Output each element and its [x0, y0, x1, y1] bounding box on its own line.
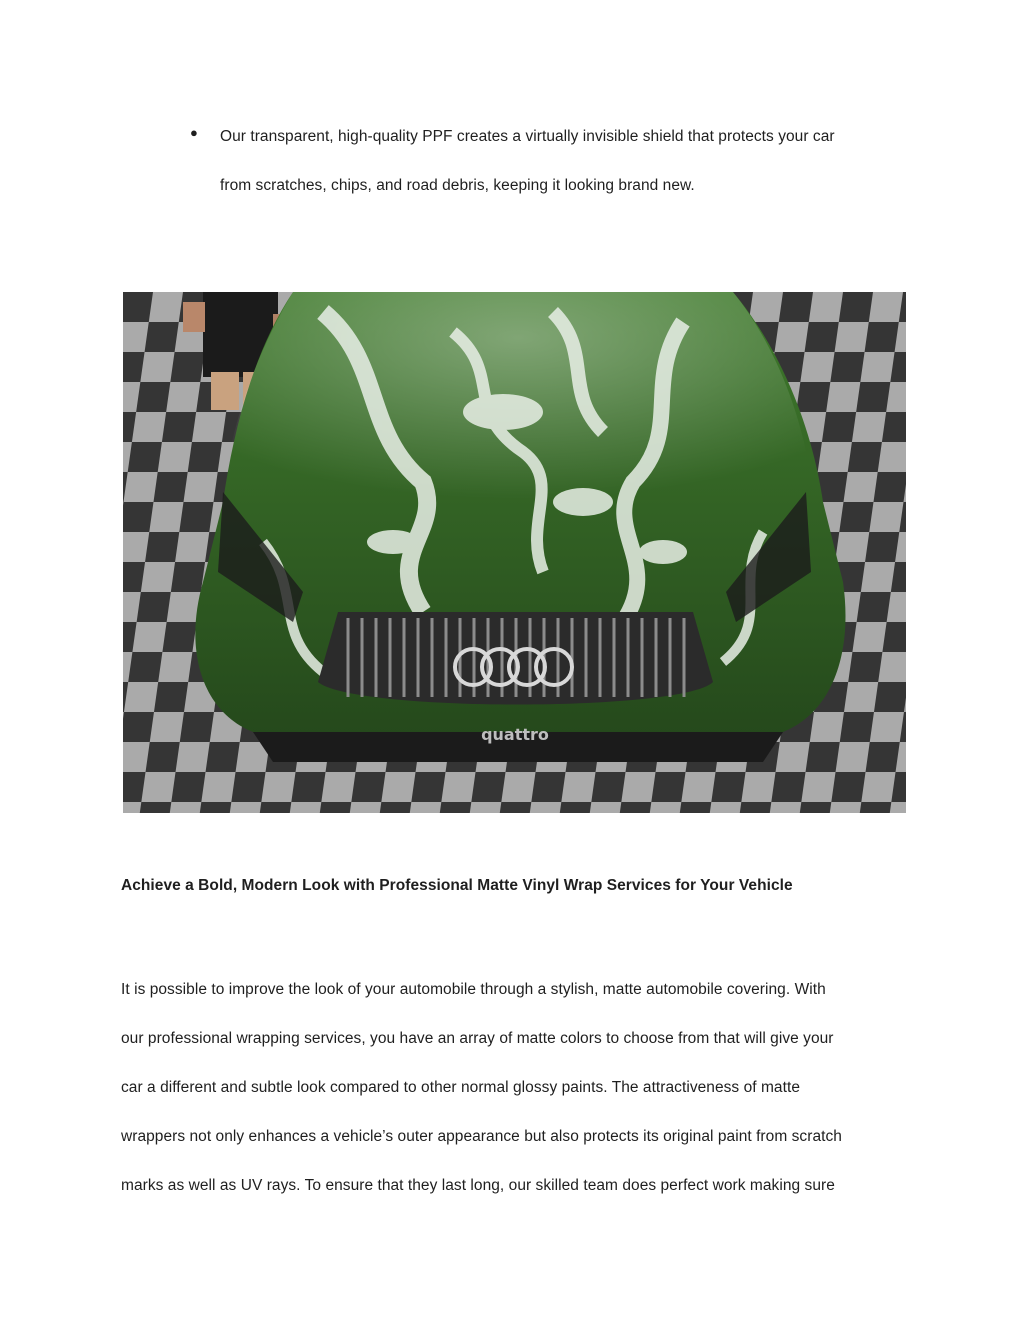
- paragraph-line: It is possible to improve the look of your automobile through a stylish, matte automobile covering. With: [121, 981, 826, 998]
- bullet-text-line: from scratches, chips, and road debris, keeping it looking brand new.: [220, 177, 695, 194]
- paragraph-line: car a different and subtle look compared to other normal glossy paints. The attractiveness of matte: [121, 1079, 800, 1096]
- paragraph-line: our professional wrapping services, you have an array of matte colors to choose from that will give your: [121, 1030, 834, 1047]
- bullet-list: [188, 112, 908, 210]
- list-item: [188, 112, 908, 210]
- paragraph-line: wrappers not only enhances a vehicle’s outer appearance but also protects its original paint from scratch: [121, 1128, 842, 1145]
- section-paragraph: [121, 965, 911, 1210]
- car-wrap-photo: [123, 292, 906, 813]
- car-body: [195, 292, 845, 762]
- section-heading: Achieve a Bold, Modern Look with Professional Matte Vinyl Wrap Services for Your Vehicle: [121, 877, 793, 894]
- badge-text: quattro: [481, 725, 549, 744]
- bullet-text-line: Our transparent, high-quality PPF creates a virtually invisible shield that protects your car: [220, 128, 835, 145]
- bullet-icon: ●: [190, 125, 198, 140]
- paragraph-line: marks as well as UV rays. To ensure that they last long, our skilled team does perfect work making sure: [121, 1177, 835, 1194]
